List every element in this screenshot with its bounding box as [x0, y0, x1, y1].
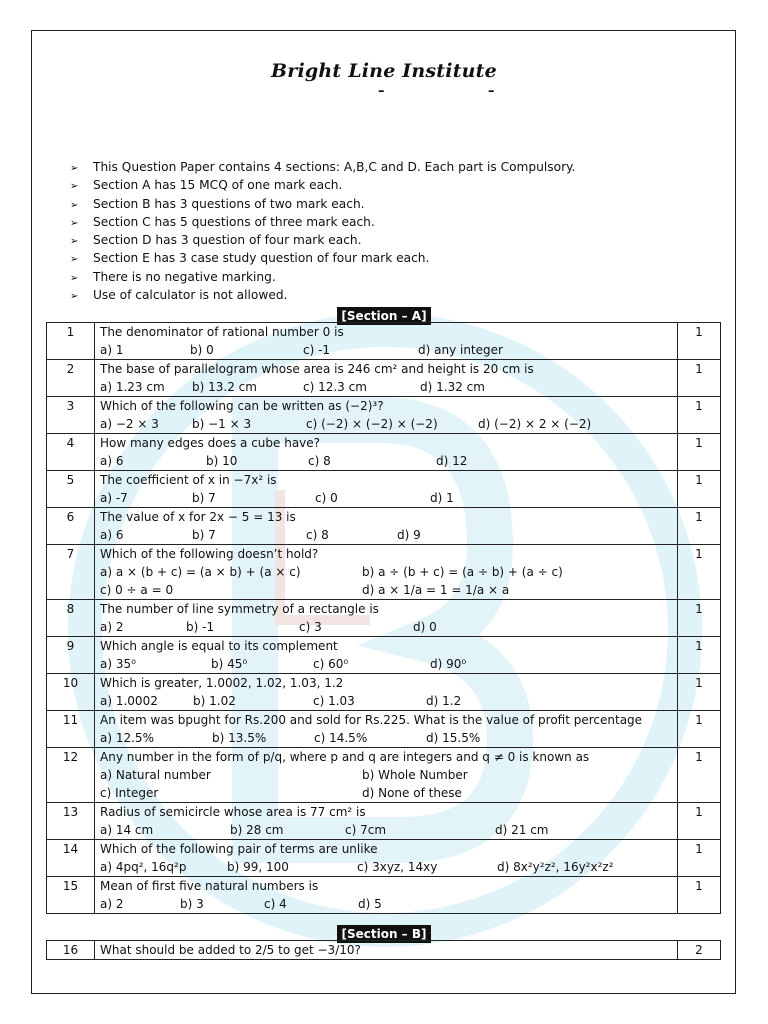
question-body — [95, 711, 678, 748]
question-body — [95, 748, 678, 803]
arrow-bullet-icon: ➢ — [70, 291, 79, 303]
option-c: c) 60⁰ — [313, 657, 349, 671]
option-a: a) 6 — [100, 454, 124, 468]
section-a-header: [Section – A] — [0, 305, 768, 324]
option-c: c) 8 — [308, 454, 331, 468]
option-c: c) 4 — [264, 897, 287, 911]
options-row — [100, 858, 677, 876]
question-body — [95, 323, 678, 360]
option-c: c) -1 — [303, 343, 331, 357]
option-d: d) 0 — [413, 620, 437, 634]
question-marks: 1 — [678, 674, 721, 711]
question-marks: 1 — [678, 748, 721, 803]
option-d: d) None of these — [362, 786, 462, 800]
question-body — [95, 508, 678, 545]
question-row — [47, 397, 721, 434]
option-a: a) a × (b + c) = (a × b) + (a × c) — [100, 565, 301, 579]
option-c: c) 8 — [306, 528, 329, 542]
question-number: 4 — [47, 434, 95, 471]
question-row — [47, 711, 721, 748]
question-number: 13 — [47, 803, 95, 840]
question-number: 2 — [47, 360, 95, 397]
option-a: a) 4pq², 16q²p — [100, 860, 187, 874]
arrow-bullet-icon: ➢ — [70, 254, 79, 266]
question-body — [95, 803, 678, 840]
question-marks: 1 — [678, 323, 721, 360]
instruction-item: ➢ This Question Paper contains 4 sections: A,B,C and D. Each part is Compulsory. — [70, 158, 690, 176]
option-d: d) 1.32 cm — [420, 380, 485, 394]
question-body — [95, 397, 678, 434]
question-row — [47, 674, 721, 711]
question-marks: 2 — [678, 941, 721, 960]
option-d: d) 12 — [436, 454, 468, 468]
options-row — [100, 563, 677, 581]
question-body — [95, 545, 678, 600]
question-body — [95, 637, 678, 674]
question-number: 11 — [47, 711, 95, 748]
question-marks: 1 — [678, 360, 721, 397]
question-body — [95, 877, 678, 914]
option-b: b) 13.5% — [212, 731, 267, 745]
question-marks: 1 — [678, 711, 721, 748]
question-marks: 1 — [678, 637, 721, 674]
question-text: How many edges does a cube have? — [100, 436, 321, 450]
options-row — [100, 729, 677, 747]
arrow-bullet-icon: ➢ — [70, 272, 79, 284]
option-a: a) -7 — [100, 491, 128, 505]
option-b: b) 1.02 — [193, 694, 236, 708]
question-number: 5 — [47, 471, 95, 508]
question-body — [95, 360, 678, 397]
option-c: c) 14.5% — [314, 731, 368, 745]
option-d: d) 90⁰ — [430, 657, 467, 671]
question-number: 9 — [47, 637, 95, 674]
option-a: a) 2 — [100, 620, 124, 634]
options-row — [100, 452, 677, 470]
option-d: d) 21 cm — [495, 823, 549, 837]
options-row — [100, 341, 677, 359]
option-c: c) 0 — [315, 491, 338, 505]
option-b: b) 28 cm — [230, 823, 284, 837]
option-b: b) 10 — [206, 454, 238, 468]
option-b: b) a ÷ (b + c) = (a ÷ b) + (a ÷ c) — [362, 565, 563, 579]
option-a: a) Natural number — [100, 768, 211, 782]
option-a: a) 2 — [100, 897, 124, 911]
options-row — [100, 692, 677, 710]
option-b: b) 7 — [192, 528, 216, 542]
question-text: The denominator of rational number 0 is — [100, 325, 344, 339]
question-body — [95, 941, 678, 960]
section-b-header: [Section – B] — [0, 923, 768, 942]
options-row — [100, 526, 677, 544]
option-c: c) 12.3 cm — [303, 380, 367, 394]
option-d: d) 9 — [397, 528, 421, 542]
question-number: 1 — [47, 323, 95, 360]
option-a: a) 12.5% — [100, 731, 154, 745]
question-text: Mean of first five natural numbers is — [100, 879, 319, 893]
option-c: c) (−2) × (−2) × (−2) — [306, 417, 438, 431]
option-a: a) 6 — [100, 528, 124, 542]
question-text: The coefficient of x in −7x² is — [100, 473, 277, 487]
option-a: a) 1.0002 — [100, 694, 158, 708]
option-b: b) 7 — [192, 491, 216, 505]
question-text: Which of the following can be written as (−2)³? — [100, 399, 384, 413]
option-c: c) 3xyz, 14xy — [357, 860, 438, 874]
options-row — [100, 784, 677, 802]
option-c: c) 1.03 — [313, 694, 355, 708]
question-row — [47, 803, 721, 840]
question-marks: 1 — [678, 397, 721, 434]
question-row — [47, 360, 721, 397]
title-dash-left: – — [378, 84, 385, 99]
question-number: 14 — [47, 840, 95, 877]
question-number: 12 — [47, 748, 95, 803]
question-text: What should be added to 2/5 to get −3/10? — [100, 943, 361, 957]
option-d: d) a × 1/a = 1 = 1/a × a — [362, 583, 510, 597]
instruction-item: ➢ Section A has 15 MCQ of one mark each. — [70, 176, 690, 194]
question-text: Radius of semicircle whose area is 77 cm² is — [100, 805, 366, 819]
options-row — [100, 581, 677, 599]
question-row — [47, 941, 721, 960]
arrow-bullet-icon: ➢ — [70, 181, 79, 193]
arrow-bullet-icon: ➢ — [70, 217, 79, 229]
question-row — [47, 748, 721, 803]
option-d: d) 8x²y²z², 16y²x²z² — [497, 860, 614, 874]
question-marks: 1 — [678, 877, 721, 914]
option-d: d) 1 — [430, 491, 454, 505]
instruction-item: ➢ Section B has 3 questions of two mark each. — [70, 195, 690, 213]
option-d: d) any integer — [418, 343, 503, 357]
question-number: 16 — [47, 941, 95, 960]
option-a: a) −2 × 3 — [100, 417, 159, 431]
question-text: The base of parallelogram whose area is 246 cm² and height is 20 cm is — [100, 362, 534, 376]
question-marks: 1 — [678, 471, 721, 508]
option-b: b) 45⁰ — [211, 657, 248, 671]
question-text: Which of the following doesn’t hold? — [100, 547, 319, 561]
arrow-bullet-icon: ➢ — [70, 163, 79, 174]
question-body — [95, 471, 678, 508]
question-row — [47, 637, 721, 674]
options-row — [100, 655, 677, 673]
question-text: The number of line symmetry of a rectangle is — [100, 602, 379, 616]
option-b: b) Whole Number — [362, 768, 468, 782]
question-marks: 1 — [678, 434, 721, 471]
instruction-item: ➢ There is no negative marking. — [70, 268, 690, 286]
question-row — [47, 323, 721, 360]
question-row — [47, 508, 721, 545]
institute-title: Bright Line Institute — [271, 60, 497, 82]
option-c: c) Integer — [100, 786, 159, 800]
options-row — [100, 895, 677, 913]
arrow-bullet-icon: ➢ — [70, 236, 79, 248]
question-text: Which is greater, 1.0002, 1.02, 1.03, 1.2 — [100, 676, 344, 690]
question-number: 6 — [47, 508, 95, 545]
question-number: 8 — [47, 600, 95, 637]
options-row — [100, 618, 677, 636]
section-b-table — [46, 940, 721, 960]
question-number: 3 — [47, 397, 95, 434]
section-a-table — [46, 322, 721, 914]
option-b: b) −1 × 3 — [192, 417, 252, 431]
question-text: The value of x for 2x − 5 = 13 is — [100, 510, 296, 524]
option-d: d) 5 — [358, 897, 382, 911]
question-row — [47, 600, 721, 637]
option-a: a) 1.23 cm — [100, 380, 165, 394]
option-a: a) 14 cm — [100, 823, 154, 837]
question-marks: 1 — [678, 600, 721, 637]
question-text: Which angle is equal to its complement — [100, 639, 338, 653]
option-b: b) 13.2 cm — [192, 380, 257, 394]
question-body — [95, 600, 678, 637]
option-b: b) 99, 100 — [227, 860, 289, 874]
question-marks: 1 — [678, 508, 721, 545]
title-dash-right: – — [488, 84, 495, 99]
question-body — [95, 674, 678, 711]
question-number: 7 — [47, 545, 95, 600]
option-c: c) 0 ÷ a = 0 — [100, 583, 174, 597]
question-marks: 1 — [678, 840, 721, 877]
question-body — [95, 434, 678, 471]
instruction-item: ➢ Use of calculator is not allowed. — [70, 286, 690, 304]
option-a: a) 1 — [100, 343, 124, 357]
instruction-item: ➢ Section D has 3 question of four mark each. — [70, 231, 690, 249]
question-number: 10 — [47, 674, 95, 711]
options-row — [100, 821, 677, 839]
question-text: An item was bpught for Rs.200 and sold for Rs.225. What is the value of profit percentage — [100, 713, 643, 727]
question-text: Which of the following pair of terms are unlike — [100, 842, 378, 856]
option-b: b) -1 — [186, 620, 215, 634]
question-row — [47, 877, 721, 914]
question-marks: 1 — [678, 803, 721, 840]
instruction-item: ➢ Section E has 3 case study question of four mark each. — [70, 249, 690, 267]
option-b: b) 3 — [180, 897, 204, 911]
question-text: Any number in the form of p/q, where p and q are integers and q ≠ 0 is known as — [100, 750, 590, 764]
instruction-item: ➢ Section C has 5 questions of three mark each. — [70, 213, 690, 231]
options-row — [100, 489, 677, 507]
option-d: d) 15.5% — [426, 731, 481, 745]
option-d: d) (−2) × 2 × (−2) — [478, 417, 592, 431]
question-body — [95, 840, 678, 877]
question-row — [47, 545, 721, 600]
option-a: a) 35⁰ — [100, 657, 136, 671]
arrow-bullet-icon: ➢ — [70, 199, 79, 211]
option-c: c) 7cm — [345, 823, 387, 837]
option-b: b) 0 — [190, 343, 214, 357]
option-c: c) 3 — [299, 620, 322, 634]
instructions-list — [70, 158, 690, 304]
question-marks: 1 — [678, 545, 721, 600]
options-row — [100, 415, 677, 433]
question-row — [47, 471, 721, 508]
question-number: 15 — [47, 877, 95, 914]
question-row — [47, 840, 721, 877]
options-row — [100, 766, 677, 784]
question-row — [47, 434, 721, 471]
options-row — [100, 378, 677, 396]
option-d: d) 1.2 — [426, 694, 462, 708]
